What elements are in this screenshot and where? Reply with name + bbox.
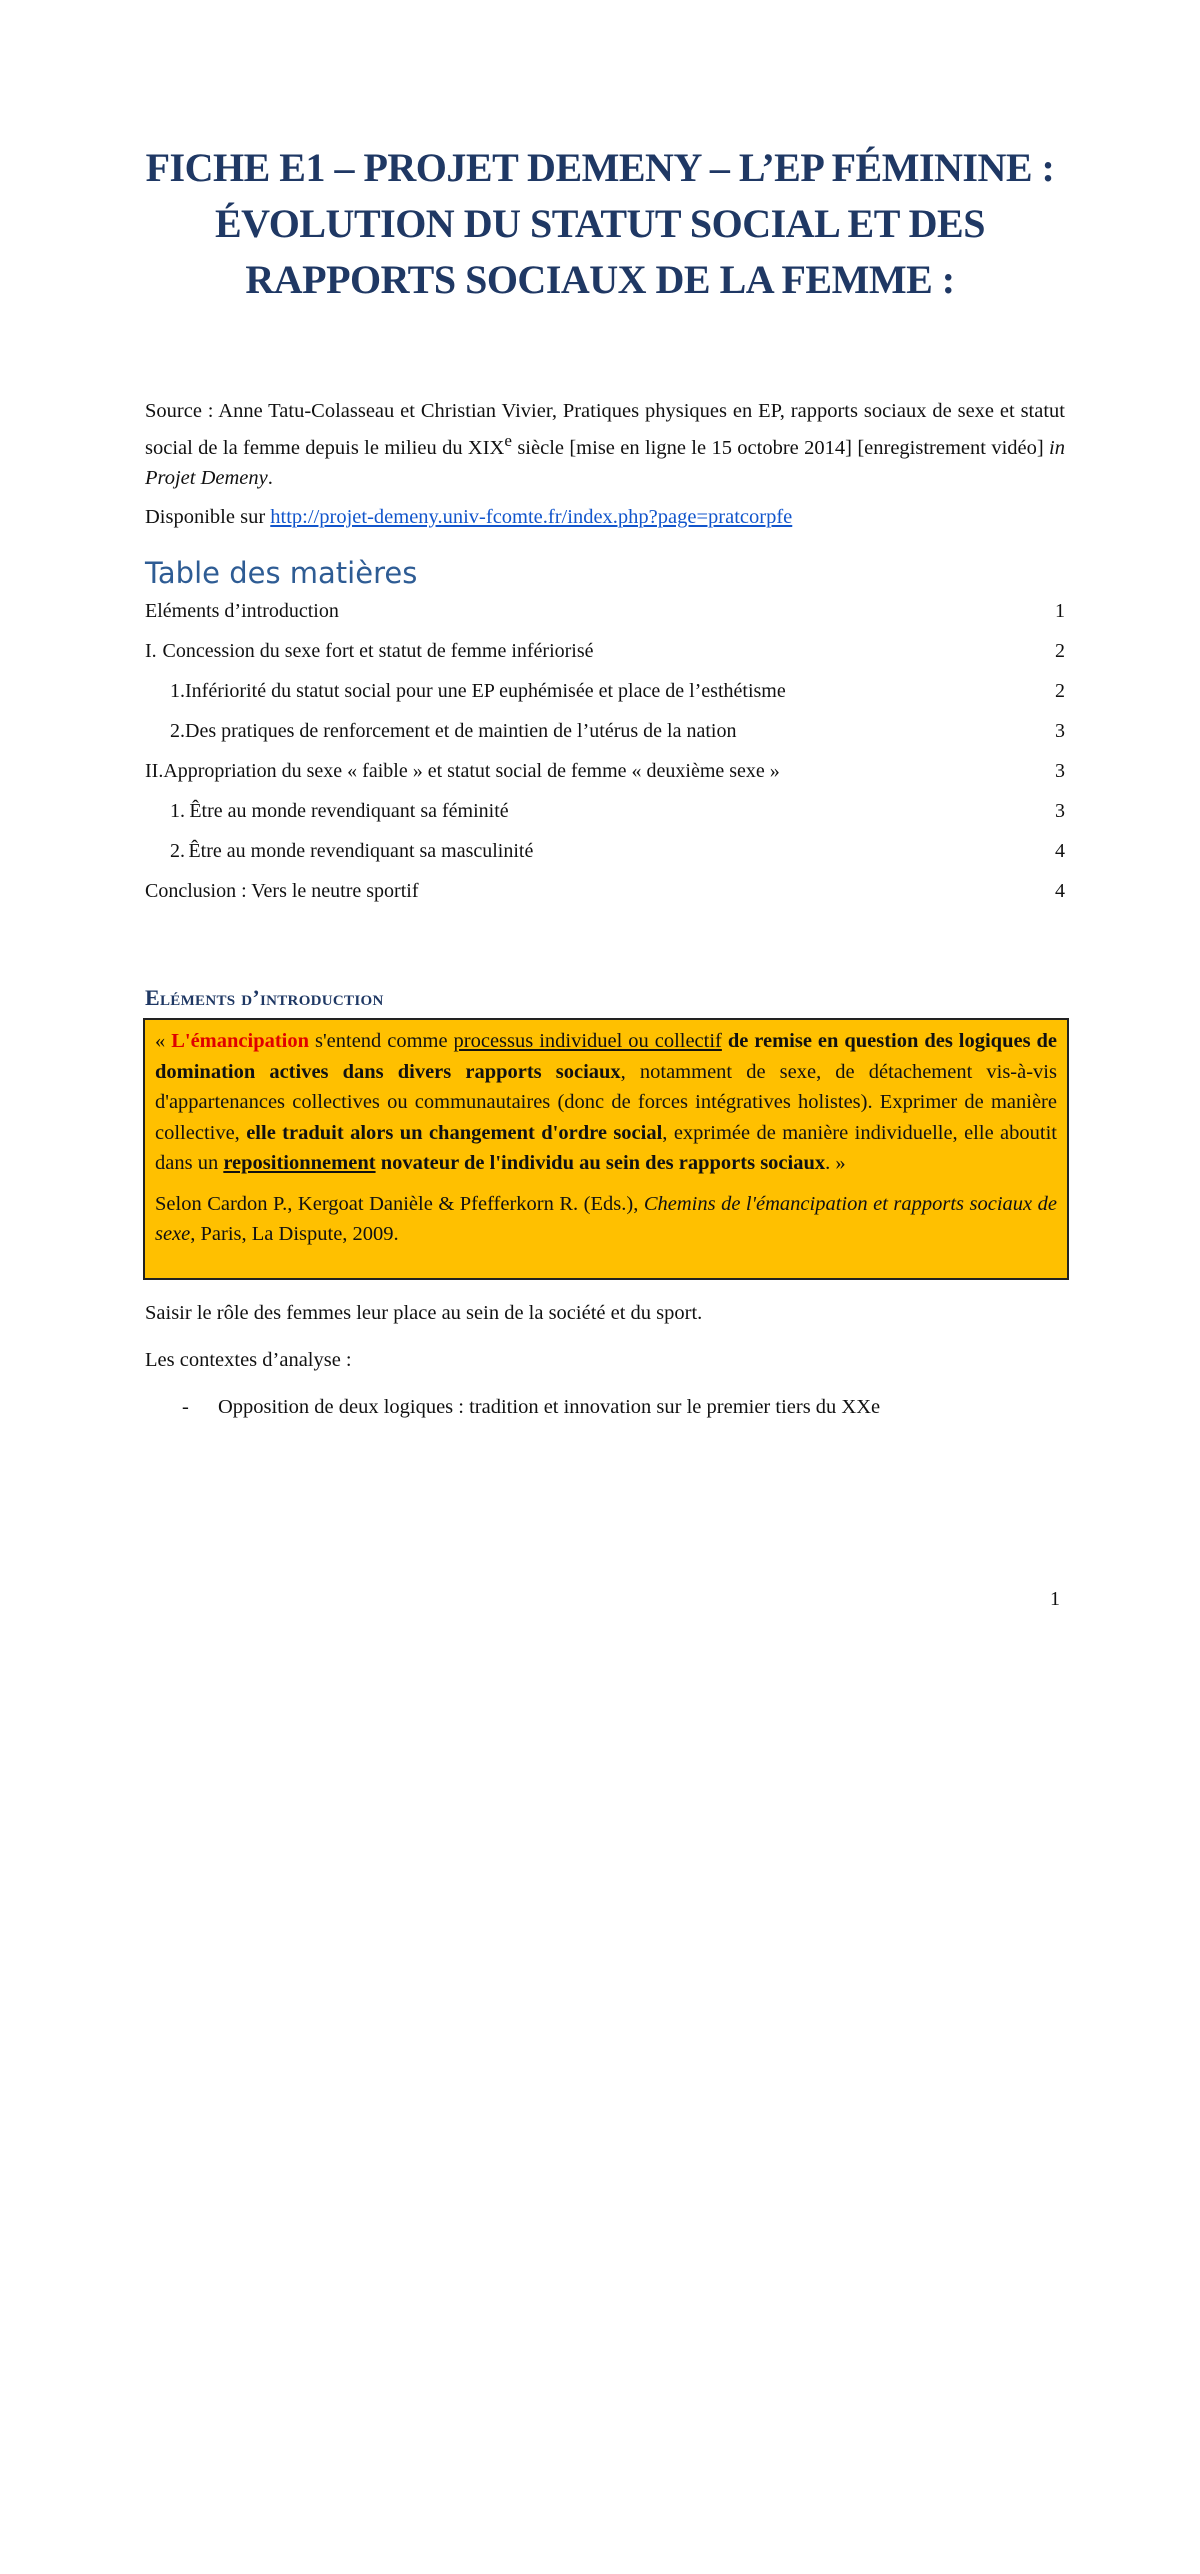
toc-entry-number: 1. — [170, 800, 185, 822]
toc-entry-page: 3 — [1055, 720, 1065, 742]
document-title: FICHE E1 – PROJET DEMENY – L’EP FÉMININE : ÉVOLUTION DU STATUT SOCIAL ET DES RAPPORTS SOCIAUX DE LA FEMME : — [145, 145, 1055, 302]
toc-entry[interactable] — [170, 676, 1065, 706]
toc-entry-text: Conclusion : Vers le neutre sportif — [145, 880, 419, 902]
toc-entry[interactable] — [145, 756, 1065, 786]
citation-text: Selon Cardon P., Kergoat Danièle & Pfefferkorn R. (Eds.), — [155, 1192, 644, 1215]
toc-entry-number: 2. — [170, 840, 185, 862]
citation-book-title: Chemins de l'émancipation et rapports sociaux de sexe — [155, 1192, 1057, 1245]
availability-line — [145, 502, 792, 532]
quote-open: « — [155, 1030, 172, 1052]
quote-text: , notamment de sexe, de détachement vis-à-vis d'appartenances collectives ou communautaires (donc de forces intégratives holistes). Exprimer de manière collective, — [155, 1060, 1057, 1144]
source-link[interactable]: http://projet-demeny.univ-fcomte.fr/index.php?page=pratcorpfe — [270, 506, 793, 528]
toc-entry-text: Être au monde revendiquant sa féminité — [189, 800, 509, 822]
quote-bold: de remise en question des logiques de domination actives dans divers rapports sociaux — [155, 1030, 1057, 1083]
toc-entry[interactable] — [170, 836, 1065, 866]
toc-entry-text: Appropriation du sexe « faible » et statut social de femme « deuxième sexe » — [163, 760, 780, 782]
toc-entry[interactable] — [170, 716, 1065, 746]
toc-entry-text: Eléments d’introduction — [145, 600, 339, 622]
page-number: 1 — [1050, 1588, 1060, 1610]
bullet-item: Opposition de deux logiques : tradition et innovation sur le premier tiers du XXe — [218, 1396, 881, 1418]
toc-entry-page: 4 — [1055, 840, 1065, 862]
quote-citation — [155, 1189, 1057, 1250]
toc-entry-number: I. — [145, 640, 157, 662]
toc-entry[interactable] — [145, 876, 1065, 906]
toc-entry-text: Des pratiques de renforcement et de maintien de l’utérus de la nation — [185, 720, 737, 742]
source-text: Source : Anne Tatu-Colasseau et Christian Vivier, Pratiques physiques en EP, rapports sociaux de sexe et statut social de la femme depuis le milieu du XIX — [145, 400, 1065, 459]
body-paragraph: Les contextes d’analyse : — [145, 1349, 352, 1371]
availability-label: Disponible sur — [145, 506, 271, 528]
quote-bold: elle traduit alors un changement d'ordre social — [246, 1121, 663, 1144]
citation-text: , Paris, La Dispute, 2009. — [190, 1223, 399, 1245]
emancipation-term: L'émancipation — [171, 1030, 310, 1052]
toc-entry-page: 1 — [1055, 600, 1065, 622]
toc-entry-page: 4 — [1055, 880, 1065, 902]
quote-text: s'entend comme — [309, 1030, 454, 1052]
toc-entry-page: 2 — [1055, 640, 1065, 662]
toc-entry[interactable] — [145, 636, 1065, 666]
toc-entry[interactable] — [145, 596, 1065, 626]
quote-text: , exprimée de manière individuelle, elle aboutit dans un — [155, 1121, 1057, 1174]
quote-paragraph — [155, 1026, 1057, 1179]
toc-entry-page: 2 — [1055, 680, 1065, 702]
toc-entry-page: 3 — [1055, 800, 1065, 822]
quote-bold: novateur de l'individu au sein des rapports sociaux — [375, 1152, 826, 1174]
toc-entry-text: Concession du sexe fort et statut de femme infériorisé — [162, 640, 594, 662]
toc-entry-number: 2. — [170, 720, 185, 742]
toc-entry-number: 1. — [170, 680, 185, 702]
section-heading-introduction: Eléments d’introduction — [145, 985, 384, 1010]
toc-entry-text: Infériorité du statut social pour une EP euphémisée et place de l’esthétisme — [185, 680, 786, 702]
century-superscript: e — [504, 431, 512, 450]
quote-underlined: processus individuel ou collectif — [453, 1030, 722, 1052]
body-paragraph: Saisir le rôle des femmes leur place au sein de la société et du sport. — [145, 1302, 703, 1324]
toc-entry-text: Être au monde revendiquant sa masculinité — [188, 840, 534, 862]
bullet-marker: - — [182, 1396, 189, 1418]
quote-close: . » — [825, 1152, 846, 1174]
definition-quote-box — [143, 1018, 1069, 1280]
source-paragraph — [145, 396, 1065, 493]
toc-entry-number: II. — [145, 760, 164, 782]
toc-heading: Table des matières — [145, 556, 418, 590]
source-italic: in Projet Demeny — [145, 436, 1065, 489]
toc-entry-page: 3 — [1055, 760, 1065, 782]
source-text-middle: siècle [mise en ligne le 15 octobre 2014] [enregistrement vidéo] — [511, 436, 1050, 459]
toc-entry[interactable] — [170, 796, 1065, 826]
source-end: . — [267, 466, 273, 489]
quote-bold-underlined: repositionnement — [223, 1152, 376, 1174]
